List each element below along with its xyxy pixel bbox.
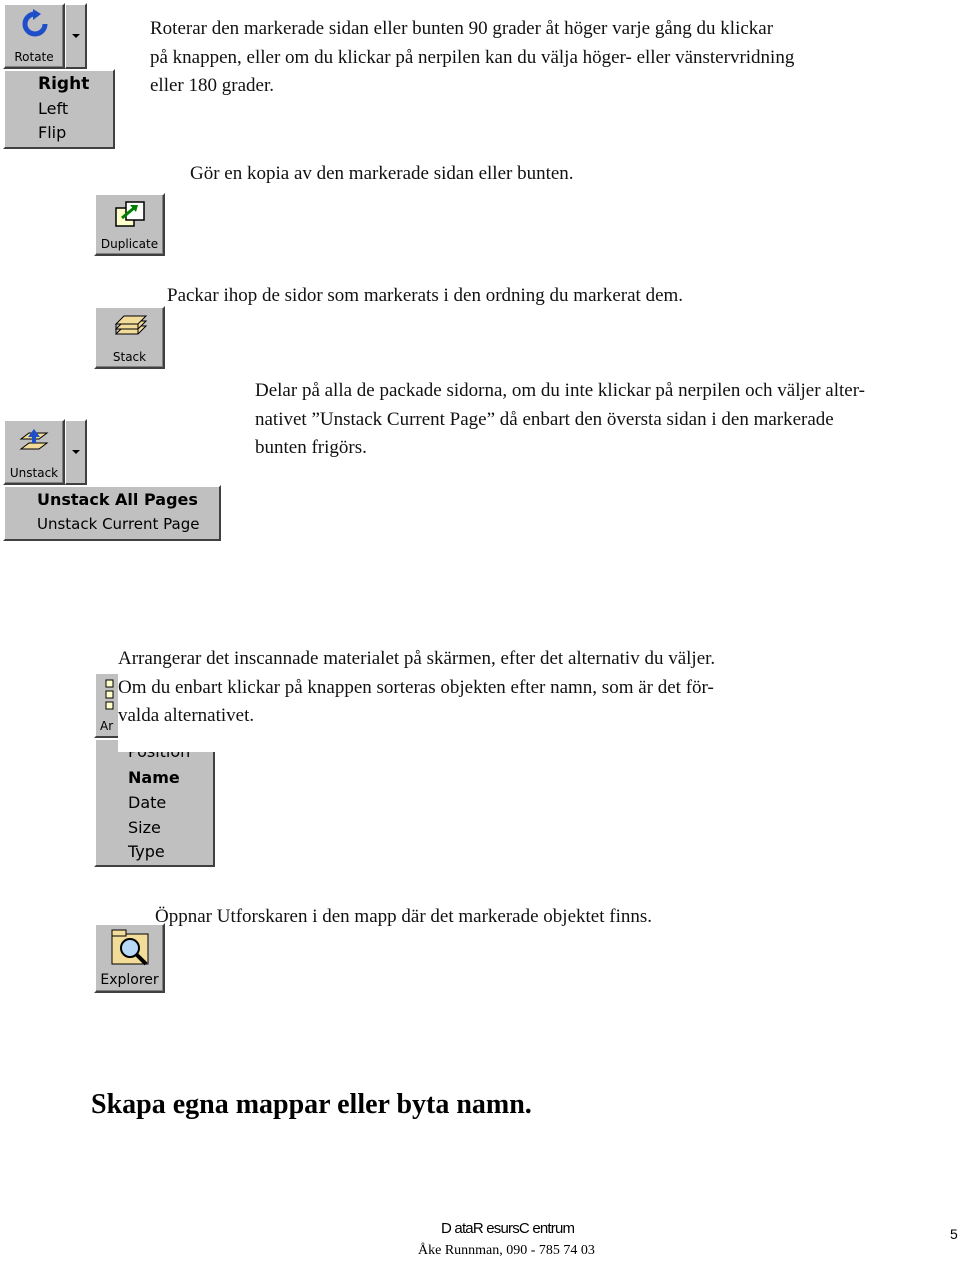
rotate-description: Roterar den markerade sidan eller bunten 90 grader åt höger varje gång du klickar på knappen, eller om du klickar på nerpilen kan du välja höger- eller vänstervridning eller 180 grader.: [150, 18, 795, 96]
unstack-button[interactable]: [3, 419, 65, 485]
arrange-button-label: Ar: [100, 719, 114, 733]
page-number: 5: [950, 1226, 958, 1242]
stack-button-label: Stack: [112, 350, 147, 364]
arrange-menu-date[interactable]: Date: [128, 793, 167, 812]
unstack-menu-current-page[interactable]: Unstack Current Page: [37, 515, 200, 533]
duplicate-button-label: Duplicate: [100, 237, 159, 251]
unstack-dropdown-arrow[interactable]: [65, 419, 87, 485]
stack-icon: [112, 312, 150, 348]
rotate-button-label: Rotate: [14, 50, 54, 64]
rotate-menu: [3, 69, 115, 149]
explorer-description: Öppnar Utforskaren i den mapp där det markerade objektet finns.: [155, 906, 652, 927]
footer-contact: Åke Runnman, 090 - 785 74 03: [418, 1243, 595, 1258]
unstack-icon: [19, 425, 51, 461]
stack-description: Packar ihop de sidor som markerats i den ordning du markerat dem.: [167, 285, 684, 306]
rotate-menu-right[interactable]: Right: [38, 74, 90, 94]
rotate-dropdown-arrow[interactable]: [65, 3, 87, 69]
arrange-menu-type[interactable]: Type: [128, 842, 165, 861]
explorer-button[interactable]: [94, 923, 165, 993]
unstack-button-label: Unstack: [9, 466, 59, 480]
unstack-menu: [3, 485, 221, 541]
section-heading: Skapa egna mappar eller byta namn.: [91, 1089, 532, 1120]
arrange-menu: [94, 738, 215, 867]
arrange-menu-name[interactable]: Name: [128, 768, 180, 787]
duplicate-icon: [114, 200, 148, 234]
duplicate-description: Gör en kopia av den markerade sidan eller bunten.: [190, 163, 574, 184]
arrange-description: Arrangerar det inscannade materialet på skärmen, efter det alternativ du väljer. Om du enbart klickar på knappen sorteras objekten efter namn, som är det för- valda alternativet.: [118, 645, 838, 731]
unstack-description: Delar på alla de packade sidorna, om du inte klickar på nerpilen och väljer alter- nativet ”Unstack Current Page” då enbart den översta sidan i den markerade bunten frigörs.: [255, 380, 865, 458]
rotate-button[interactable]: [3, 3, 65, 69]
explorer-button-label: Explorer: [100, 972, 159, 988]
footer-organization: D ataR esursC entrum: [441, 1220, 575, 1237]
unstack-menu-all-pages[interactable]: Unstack All Pages: [37, 490, 198, 509]
arrange-menu-size[interactable]: Size: [128, 818, 161, 837]
stack-button[interactable]: [94, 306, 165, 369]
explorer-icon: [110, 928, 152, 972]
rotate-icon: [19, 9, 51, 43]
arrange-icon: [102, 678, 116, 716]
rotate-menu-left[interactable]: Left: [38, 99, 69, 118]
rotate-menu-flip[interactable]: Flip: [38, 123, 67, 142]
duplicate-button[interactable]: [94, 193, 165, 256]
arrange-overlap-patch: [118, 730, 220, 752]
